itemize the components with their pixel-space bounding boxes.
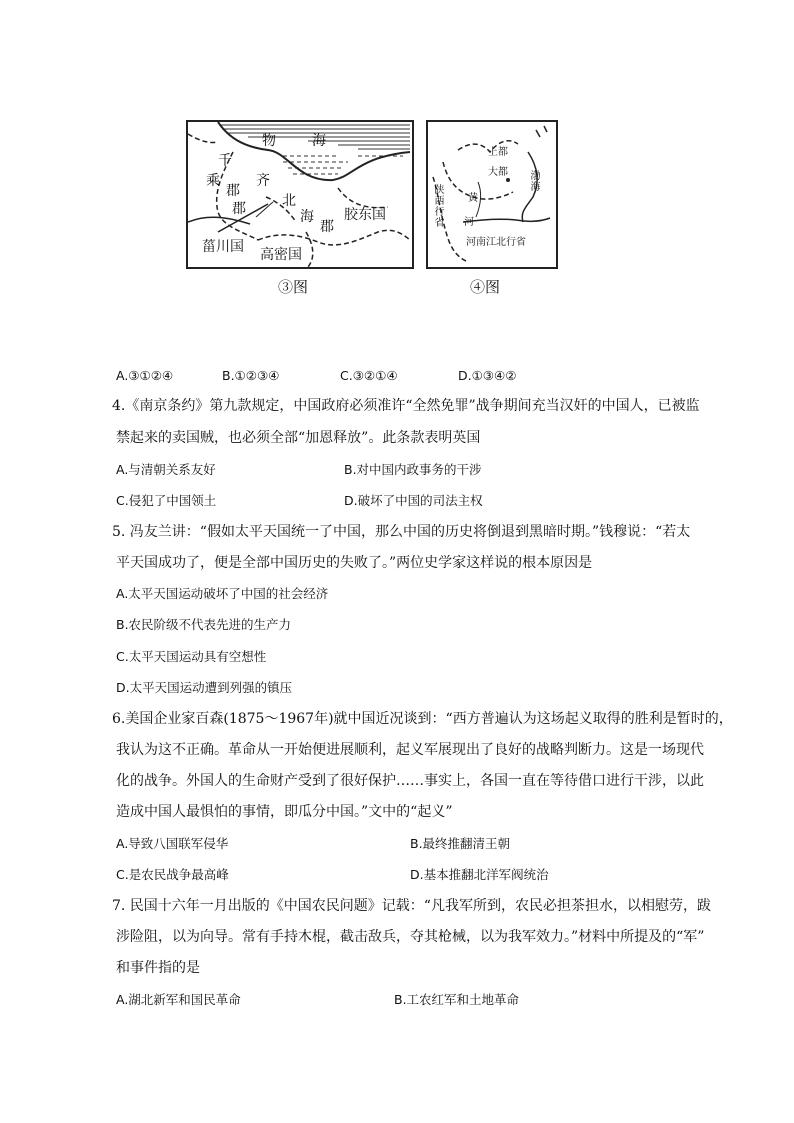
map-3-label-hai-mid: 海: [300, 209, 314, 225]
map-4-caption: ④图: [470, 278, 501, 296]
q5-option-b: B.农民阶级不代表先进的生产力: [116, 617, 292, 632]
map-3-label-qi: 齐: [256, 173, 270, 189]
q5-option-a: A.太平天国运动破坏了中国的社会经济: [116, 586, 329, 601]
q4-option-c: C.侵犯了中国领土: [116, 493, 217, 508]
q4-stem-line-1: 4.《南京条约》第九款规定，中国政府必须准许“全然免罪”战争期间充当汉奸的中国人，已被监: [112, 398, 700, 414]
map-3-caption: ③图: [278, 278, 309, 296]
map-3-label-gaomi: 高密国: [260, 247, 302, 263]
map-3-label-jiaodong: 胶东国: [344, 207, 386, 223]
q6-option-c: C.是农民战争最高峰: [116, 867, 229, 882]
q6-option-b: B.最终推翻清王朝: [410, 836, 511, 851]
map-4-label-bohai: 渤海: [528, 170, 539, 192]
q7-option-b: B.工农红军和土地革命: [394, 992, 520, 1007]
map-3-label-qian: 千: [218, 153, 232, 169]
q6-option-d: D.基本推翻北洋军阀统治: [410, 867, 549, 882]
map-4-label-henan: 河南江北行省: [466, 237, 526, 248]
q6-stem-line-3: 化的战争。外国人的生命财产受到了很好保护……事实上，各国一直在等待借口进行干涉，以此: [116, 773, 704, 789]
map-3-label-zichuan: 菑川国: [202, 239, 244, 255]
q5-option-c: C.太平天国运动具有空想性: [116, 649, 267, 664]
map-3-label-jun-mid: 郡: [232, 201, 246, 217]
q4-stem-line-2: 禁起来的卖国贼，也必须全部“加恩释放”。此条款表明英国: [116, 430, 481, 446]
map-4-label-he: 河: [464, 217, 474, 228]
map-4-label-shaanxi: 陕西行省: [432, 184, 443, 228]
q5-stem-line-1: 5. 冯友兰讲：“假如太平天国统一了中国，那么中国的历史将倒退到黑暗时期。”钱穆说：“若太: [112, 524, 691, 540]
map-3-label-jun-low: 郡: [320, 219, 334, 235]
q3-option-b: B.①②③④: [222, 368, 280, 383]
map-3-label-bei: 北: [282, 193, 296, 209]
map-4-label-dadu: 大都: [488, 167, 508, 178]
q5-option-d: D.太平天国运动遭到列强的镇压: [116, 680, 293, 695]
map-4: [426, 120, 558, 269]
q6-stem-line-2: 我认为这不正确。革命从一开始便进展顺利，起义军展现出了良好的战略判断力。这是一场现代: [116, 742, 704, 758]
q7-stem-line-2: 涉险阻，以为向导。常有手持木棍，截击敌兵，夺其枪械，以为我军效力。”材料中所提及的“军”: [116, 929, 705, 945]
map-4-label-shangdu: 上都: [488, 147, 508, 158]
q4-option-d: D.破坏了中国的司法主权: [344, 493, 483, 508]
map-3-label-hai-top: 海: [312, 133, 326, 149]
q6-stem-line-1: 6.美国企业家百森(1875～1967年)就中国近况谈到：“西方普遍认为这场起义取得的胜利是暂时的，: [112, 711, 733, 727]
q4-option-a: A.与清朝关系友好: [116, 462, 216, 477]
q6-option-a: A.导致八国联军侵华: [116, 836, 229, 851]
map-3-label-jun-left: 郡: [226, 183, 240, 199]
q4-option-b: B.对中国内政事务的干涉: [344, 462, 482, 477]
map-3-label-cheng: 乘: [206, 173, 220, 189]
q3-option-d: D.①③④②: [458, 368, 517, 383]
q7-stem-line-1: 7. 民国十六年一月出版的《中国农民问题》记载：“凡我军所到，农民必担茶担水，以相慰劳，跋: [112, 898, 711, 914]
map-4-label-huang: 黄: [468, 193, 478, 204]
map-3-label-wu: 物: [262, 133, 276, 149]
q6-stem-line-4: 造成中国人最惧怕的事情，即瓜分中国。”文中的“起义”: [116, 804, 453, 820]
q3-option-a: A.③①②④: [116, 368, 174, 383]
q5-stem-line-2: 平天国成功了，便是全部中国历史的失败了。”两位史学家这样说的根本原因是: [116, 555, 593, 571]
map-3: [186, 120, 414, 269]
q7-stem-line-3: 和事件指的是: [116, 960, 200, 976]
q7-option-a: A.湖北新军和国民革命: [116, 992, 241, 1007]
q3-option-c: C.③②①④: [340, 368, 398, 383]
